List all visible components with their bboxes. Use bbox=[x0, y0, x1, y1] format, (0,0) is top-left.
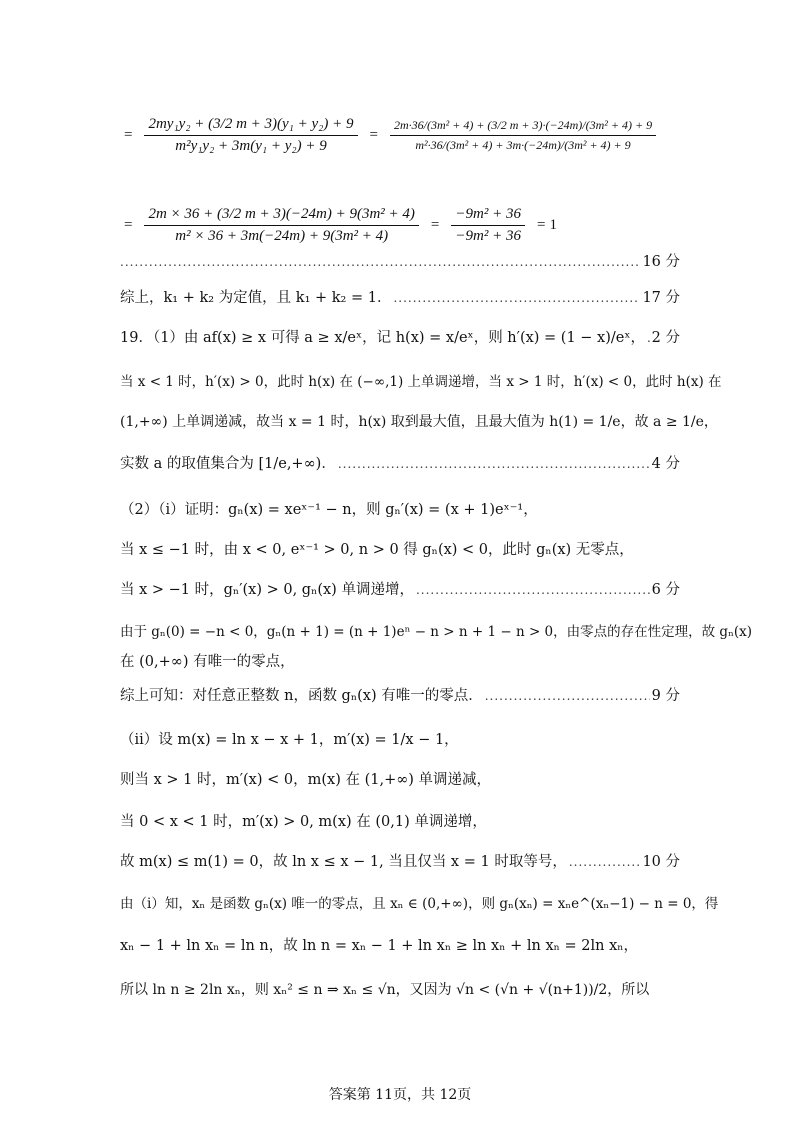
text-line bbox=[120, 580, 680, 600]
text-line: 则当 x > 1 时，m′(x) < 0，m(x) 在 (1,+∞) 单调递减， bbox=[120, 772, 492, 788]
text-line: 所以 ln n ≥ 2ln xₙ，则 xₙ² ≤ n ⇒ xₙ ≤ √n，又因为 √n < (√n + √(n+1))/2，所以 bbox=[120, 982, 650, 998]
line-text: 综上可知：对任意正整数 n，函数 gₙ(x) 有唯一的零点． bbox=[120, 688, 483, 704]
score: 4 分 bbox=[651, 456, 680, 472]
leader-dots bbox=[338, 454, 650, 474]
result: 1 bbox=[549, 216, 557, 233]
denominator: m²y₁y₂ + 3m(y₁ + y₂) + 9 bbox=[175, 137, 327, 154]
fraction bbox=[144, 206, 418, 245]
numerator: 2m·36/(3m² + 4) + (3/2 m + 3)·(−24m)/(3m² + 4) + 9 bbox=[390, 118, 656, 136]
text-line: (1,+∞) 上单调递减，故当 x = 1 时，h(x) 取到最大值，且最大值为 h(1) = 1/e，故 a ≥ 1/e， bbox=[120, 414, 718, 430]
line-text: 19．（1）由 af(x) ≥ x 可得 a ≥ x/eˣ，记 h(x) = x/eˣ，则 h′(x) = (1 − x)/eˣ， bbox=[120, 330, 645, 346]
text-line: 由（i）知，xₙ 是函数 gₙ(x) 唯一的零点，且 xₙ ∈ (0,+∞)，则 gₙ(xₙ) = xₙe^(xₙ−1) − n = 0，得 bbox=[120, 896, 719, 912]
score: 10 分 bbox=[642, 854, 680, 870]
score: 16 分 bbox=[642, 254, 680, 270]
line-text: 实数 a 的取值集合为 [1/e,+∞)． bbox=[120, 456, 336, 472]
line-text: 当 x > −1 时，gₙ′(x) > 0, gₙ(x) 单调递增， bbox=[120, 582, 414, 598]
score: 9 分 bbox=[651, 688, 680, 704]
denominator: m²·36/(3m² + 4) + 3m·(−24m)/(3m² + 4) + 9 bbox=[415, 137, 631, 152]
text-line: 在 (0,+∞) 有唯一的零点， bbox=[120, 654, 295, 670]
text-line bbox=[120, 686, 680, 706]
leader-dots bbox=[120, 252, 640, 272]
score: 2 分 bbox=[651, 330, 680, 346]
denominator: −9m² + 36 bbox=[455, 227, 521, 244]
line-text: 故 m(x) ≤ m(1) = 0，故 ln x ≤ x − 1, 当且仅当 x = 1 时取等号， bbox=[120, 854, 567, 870]
fraction bbox=[451, 206, 525, 245]
leader-dots bbox=[393, 288, 640, 308]
denominator: m² × 36 + 3m(−24m) + 9(3m² + 4) bbox=[175, 227, 389, 244]
text-line: 当 x < 1 时，h′(x) > 0，此时 h(x) 在 (−∞,1) 上单调递增，当 x > 1 时，h′(x) < 0，此时 h(x) 在 bbox=[120, 374, 722, 390]
numerator: 2m × 36 + (3/2 m + 3)(−24m) + 9(3m² + 4) bbox=[144, 206, 418, 226]
text-line: xₙ − 1 + ln xₙ = ln n，故 ln n = xₙ − 1 + ln xₙ ≥ ln xₙ + ln xₙ = 2ln xₙ， bbox=[120, 938, 639, 954]
text-line: （2）（i）证明：gₙ(x) = xeˣ⁻¹ − n，则 gₙ′(x) = (x + 1)eˣ⁻¹， bbox=[120, 502, 538, 518]
leader-dots bbox=[569, 852, 641, 872]
fraction bbox=[390, 118, 656, 153]
text-line bbox=[120, 454, 680, 474]
equation-2: = $\frac{\text{2m × 36 + (3/2 m + 3)(−24m) + 9(3m² + 4)}}{\text{m² × 36 + 3m(−24m) + 9(3m² + 4)}}$ = $\frac{\text{−9m² + 36}}{\text{−9m² + 36}}$ = 1 bbox=[124, 205, 557, 244]
text-line: 由于 gₙ(0) = −n < 0，gₙ(n + 1) = (n + 1)eⁿ − n > n + 1 − n > 0，由零点的存在性定理，故 gₙ(x) bbox=[120, 624, 753, 640]
score: 17 分 bbox=[642, 290, 680, 306]
text-line bbox=[120, 328, 680, 348]
page-footer: 答案第 11页，共 12页 bbox=[328, 1087, 472, 1103]
score-line bbox=[120, 252, 680, 272]
line-text: 综上，k₁ + k₂ 为定值，且 k₁ + k₂ = 1． bbox=[120, 290, 392, 306]
fraction bbox=[144, 116, 357, 155]
leader-dots bbox=[485, 686, 650, 706]
numerator: −9m² + 36 bbox=[451, 206, 525, 226]
leader-dots bbox=[647, 328, 650, 348]
text-line: 当 0 < x < 1 时，m′(x) > 0, m(x) 在 (0,1) 单调递增， bbox=[120, 814, 487, 830]
equation-1: = $\frac{\text{2my₁y₂ + (3/2 m + 3)(y₁ + y₂) + 9}}{\text{m²y₁y₂ + 3m(y₁ + y₂) + 9}}$ = $\frac{\text{2m·36/(3m² + 4) + (3/2 m + 3)·(−24m)/(3m² + 4) + 9}}{\text{m²·36/(3m² + 4) + 3m·(−24m)/(3m² + 4) + 9}}$ bbox=[120, 100, 680, 170]
leader-dots bbox=[416, 580, 650, 600]
text-line: （ii）设 m(x) = ln x − x + 1，m′(x) = 1/x − 1， bbox=[120, 732, 459, 748]
score: 6 分 bbox=[651, 582, 680, 598]
numerator: 2my₁y₂ + (3/2 m + 3)(y₁ + y₂) + 9 bbox=[144, 116, 357, 136]
text-line bbox=[120, 288, 680, 308]
text-line: 当 x ≤ −1 时，由 x < 0, eˣ⁻¹ > 0, n > 0 得 gₙ(x) < 0，此时 gₙ(x) 无零点， bbox=[120, 542, 634, 558]
text-line bbox=[120, 852, 680, 872]
